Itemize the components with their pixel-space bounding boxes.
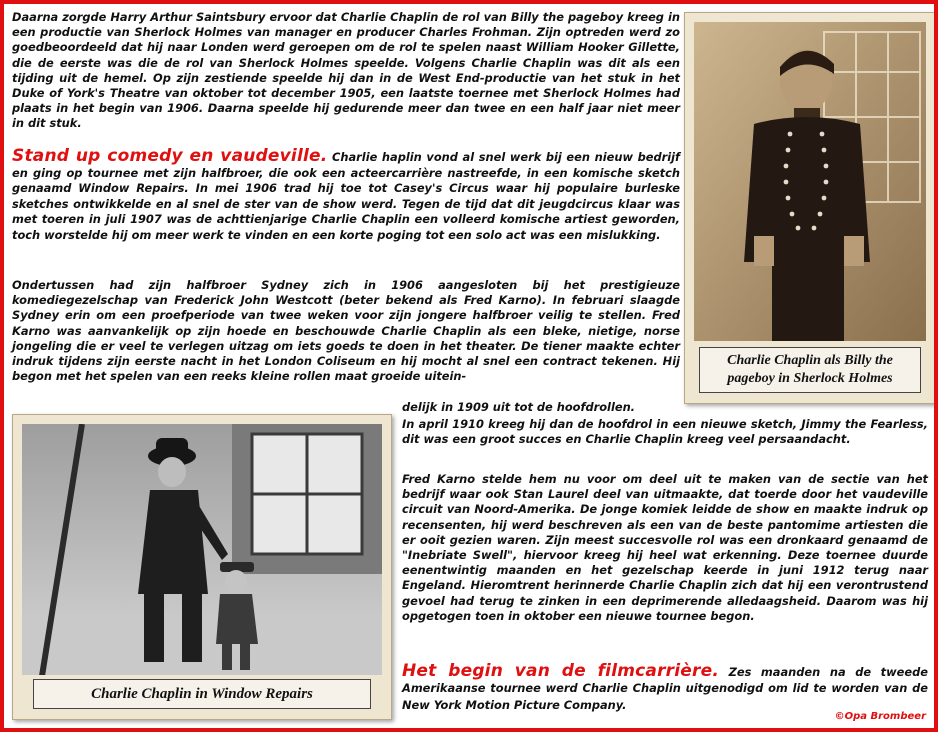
window-repairs-caption-text: Charlie Chaplin in Window Repairs bbox=[91, 685, 313, 702]
jimmy-text: In april 1910 kreeg hij dan de hoofdrol in een nieuwe sketch, Jimmy the Fearless, dit was een groot succes en Charlie Chaplin kreeg veel persaandacht. bbox=[402, 417, 928, 447]
intro-text: Daarna zorgde Harry Arthur Saintsbury ervoor dat Charlie Chaplin de rol van Billy the pageboy kreeg in een productie van Sherlock Holmes van manager en producer Charles Frohman. Zijn optreden werd zo goedbeoordeeld dat hij naar Londen werd geroepen om de rol te spelen naast William Hooker Gillette, die de eerste was die de rol van Sherlock Holmes speelde. Volgens Charlie Chaplin was dit als een tijding uit de hemel. Op zijn zestiende speelde hij dan in de West End-productie van het stuk in het Duke of York's Theatre van oktober tot december 1905, een laatste toernee met Sherlock Holmes had plaats in het begin van 1906. Daarna speelde hij gedurende meer dan twee en een half jaar niet meer in dit stuk. bbox=[12, 10, 680, 131]
pageboy-photo bbox=[684, 12, 936, 404]
karno-paragraph bbox=[12, 278, 680, 384]
pageboy-caption-line2: pageboy in Sherlock Holmes bbox=[727, 371, 893, 386]
film-paragraph bbox=[402, 663, 928, 713]
america-paragraph bbox=[402, 472, 928, 624]
karno-text-end: delijk in 1909 uit tot de hoofdrollen. bbox=[402, 400, 636, 414]
film-heading: Het begin van de filmcarrière. bbox=[402, 661, 719, 681]
america-text: Fred Karno stelde hem nu voor om deel uit te maken van de sectie van het bedrijf waar ook Stan Laurel deel van uitmaakte, dat toerde door het vaudeville circuit van Noord-Amerika. De jonge komiek leidde de show en maakte indruk op recensenten, hij werd beschreven als een van de beste pantomime artiesten die er ooit gezien waren. Zijn meest succesvolle rol was een dronkaard genaamd de "Inebriate Swell", hiervoor kreeg hij heel wat erkenning. Deze toernee duurde eenentwintig maanden en het gezelschap keerde in juni 1912 terug naar Engeland. Hieromtrent herinnerde Charlie Chaplin zich dat hij een verontrustend gevoel had terug te zinken in een deprimerende alledaagsheid. Daarom was hij opgetogen toen in oktober een nieuwe tournee begon. bbox=[402, 472, 928, 623]
pageboy-caption-line1: Charlie Chaplin als Billy the bbox=[727, 353, 893, 368]
pageboy-caption bbox=[699, 347, 921, 393]
vaudeville-paragraph bbox=[12, 146, 680, 244]
vaudeville-intro-text: Charlie haplin vond al snel werk bij een nieuw bedrijf en ging op tournee met zijn halfbroer, die ook een acteercarrière nastreefde, in een komische sketch genaamd Window Repairs. In mei 1906 trad hij toe tot Casey's Circus waar hij populaire burleske sketches ontwikkelde en al snel de ster van de show werd. Tegen de tijd dat dit jeugdcircus klaar was met toeren in juli 1907 was de achttienjarige Charlie Chaplin een volleerd komische artiest geworden, toch worstelde hij om meer werk te vinden en een korte poging tot een solo act was een mislukking. bbox=[12, 150, 680, 242]
window-repairs-illustration bbox=[22, 424, 382, 675]
pageboy-illustration bbox=[694, 22, 926, 341]
vaudeville-heading: Stand up comedy en vaudeville. bbox=[12, 146, 328, 166]
credit-signature: ©Opa Brombeer bbox=[834, 711, 926, 722]
window-repairs-image bbox=[22, 424, 382, 675]
karno-text: Ondertussen had zijn halfbroer Sydney zich in 1906 aangesloten bij het prestigieuze komediegezelschap van Frederick John Westcott (beter bekend als Fred Karno). In februari slaagde Sydney erin om een proefperiode van twee weken voor zijn jongere halfbroer veilig te stellen. Fred Karno was aanvankelijk op zijn hoede en beschouwde Charlie Chaplin als een bleke, nietige, norse jongeling die er veel te verlegen uitzag om iets goeds te doen in het theater. De tiener maakte echter indruk tijdens zijn eerste nacht in het London Coliseum en hij mocht al snel een contract tekenen. Hij begon met het spelen van een reeks kleine rollen maat groeide uitein- bbox=[12, 278, 680, 384]
jimmy-paragraph bbox=[402, 417, 928, 447]
window-repairs-photo bbox=[12, 414, 392, 720]
pageboy-image bbox=[694, 22, 926, 341]
intro-paragraph bbox=[12, 10, 680, 132]
window-repairs-caption bbox=[33, 679, 371, 709]
film-text: Zes maanden na de tweede Amerikaanse tournee werd Charlie Chaplin uitgenodigd om lid te worden van de New York Motion Picture Company. bbox=[402, 665, 928, 712]
